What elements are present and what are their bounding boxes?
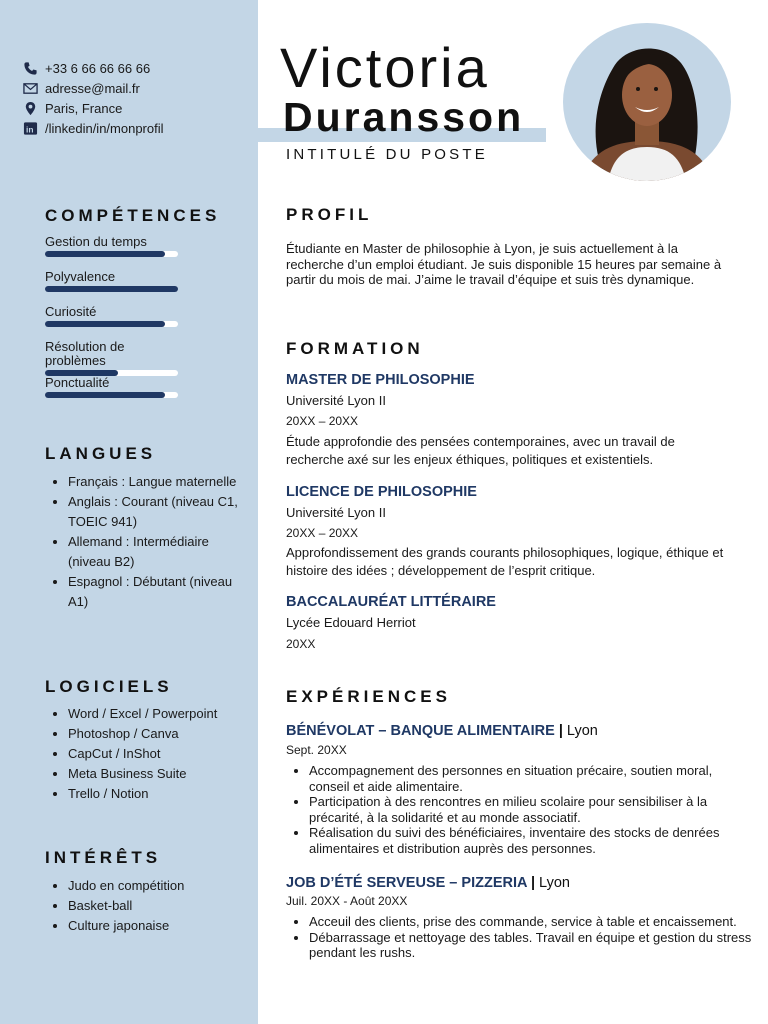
- experience-bullets: [286, 914, 754, 961]
- education-dates: 20XX: [286, 637, 316, 651]
- list-item: • Basket-ball: [68, 896, 268, 916]
- list-item: • Espagnol : Débutant (niveau A1): [68, 572, 253, 612]
- skill-item: [45, 305, 180, 327]
- interests-title: INTÉRÊTS: [45, 848, 162, 867]
- list-item: • Anglais : Courant (niveau C1, TOEIC 941): [68, 492, 253, 532]
- profile-title: PROFIL: [286, 205, 373, 224]
- experience-location: Lyon: [566, 723, 598, 739]
- contact-email: [22, 78, 252, 98]
- experience-dates: Sept. 20XX: [286, 743, 347, 757]
- skill-label: Polyvalence: [45, 269, 116, 284]
- profile-text: Étudiante en Master de philosophie à Lyon, je suis actuellement à la recherche d’un emploi étudiant. Je suis disponible 15 heures par semaine à partir du mois de mai. J’aime le travail d’équipe et suis très dynamique.: [286, 241, 722, 287]
- skill-bar-fill: [45, 286, 178, 292]
- last-name: Duransson: [283, 94, 525, 140]
- experience-role-name: BÉNÉVOLAT – BANQUE ALIMENTAIRE: [286, 723, 555, 739]
- contact-linkedin: [22, 118, 252, 138]
- interests-list: [45, 876, 268, 936]
- education-dates: 20XX – 20XX: [286, 414, 359, 428]
- list-item: • Word / Excel / Powerpoint: [68, 704, 268, 724]
- skill-bar-fill: [45, 321, 165, 327]
- education-degree: MASTER DE PHILOSOPHIE: [286, 372, 475, 388]
- experience-separator: |: [558, 723, 563, 739]
- list-item: • Débarrassage et nettoyage des tables. Travail en équipe et gestion du stress pendant les rushs.: [309, 930, 754, 961]
- mail-icon: [22, 80, 38, 96]
- education-school: Université Lyon II: [286, 393, 386, 408]
- list-item: • Français : Langue maternelle: [68, 472, 253, 492]
- list-item: • Trello / Notion: [68, 784, 268, 804]
- education-degree: LICENCE DE PHILOSOPHIE: [286, 484, 477, 500]
- phone-icon: [22, 60, 38, 76]
- education-school: Université Lyon II: [286, 505, 386, 520]
- first-name: Victoria: [280, 36, 490, 99]
- skill-item: [45, 270, 180, 292]
- experience-role: [286, 723, 598, 739]
- list-item: • Réalisation du suivi des bénéficiaires, inventaire des stocks de denrées alimentaires et distribution auprès des personnes.: [309, 825, 754, 856]
- contact-phone: [22, 58, 252, 78]
- contact-location: [22, 98, 252, 118]
- experience-location: Lyon: [539, 875, 570, 891]
- education-description: Étude approfondie des pensées contemporaines, avec un travail de recherche axé sur les enjeux éthiques, politiques et existentiels.: [286, 434, 675, 467]
- list-item: • Meta Business Suite: [68, 764, 268, 784]
- education-school: Lycée Edouard Herriot: [286, 615, 416, 630]
- skill-bar-fill: [45, 251, 165, 257]
- languages-list: [45, 472, 253, 612]
- email-text: adresse@mail.fr: [45, 80, 140, 96]
- list-item: • Photoshop / Canva: [68, 724, 268, 744]
- skill-label: Gestion du temps: [45, 234, 147, 249]
- list-item: • Acceuil des clients, prise des commande, service à table et encaissement.: [309, 914, 754, 930]
- profile-photo: [563, 23, 731, 181]
- skill-label: Curiosité: [45, 304, 97, 319]
- experience-role: [286, 875, 570, 891]
- skills-title: COMPÉTENCES: [45, 206, 221, 225]
- svg-text:in: in: [25, 123, 33, 134]
- languages-title: LANGUES: [45, 444, 157, 463]
- list-item: • Allemand : Intermédiaire (niveau B2): [68, 532, 253, 572]
- list-item: • Judo en compétition: [68, 876, 268, 896]
- skill-item: [45, 340, 180, 376]
- education-degree: BACCALAURÉAT LITTÉRAIRE: [286, 594, 496, 610]
- linkedin-text: /linkedin/in/monprofil: [45, 120, 164, 136]
- phone-text: +33 6 66 66 66 66: [45, 60, 151, 76]
- contact-block: [22, 58, 252, 138]
- skill-label: Ponctualité: [45, 375, 110, 390]
- list-item: • Culture japonaise: [68, 916, 268, 936]
- education-title: FORMATION: [286, 339, 424, 358]
- skill-bar-fill: [45, 392, 165, 398]
- list-item: • Accompagnement des personnes en situation précaire, soutien moral, conseil et aide alimentaire.: [309, 763, 754, 794]
- list-item: • Participation à des rencontres en milieu scolaire pour sensibiliser à la précarité, à la solidarité et au monde associatif.: [309, 794, 754, 825]
- skill-bar-track: [45, 321, 178, 327]
- experience-separator: |: [530, 875, 536, 891]
- skill-bar-track: [45, 286, 178, 292]
- experience-role-name: JOB D’ÉTÉ SERVEUSE – PIZZERIA: [286, 875, 527, 891]
- experience-dates: Juil. 20XX - Août 20XX: [286, 894, 408, 908]
- linkedin-icon: [22, 120, 38, 136]
- skill-item: [45, 376, 180, 398]
- software-title: LOGICIELS: [45, 677, 173, 696]
- experience-bullets: [286, 763, 754, 856]
- skill-label: Résolution de problèmes: [45, 339, 125, 368]
- location-text: Paris, France: [45, 100, 123, 116]
- education-description: Approfondissement des grands courants philosophiques, logique, éthique et histoire des idées ; développement de l’esprit critique.: [286, 545, 724, 578]
- experience-title: EXPÉRIENCES: [286, 687, 451, 706]
- location-pin-icon: [22, 100, 38, 116]
- job-title: INTITULÉ DU POSTE: [286, 146, 488, 163]
- education-dates: 20XX – 20XX: [286, 526, 359, 540]
- software-list: [45, 704, 268, 804]
- skill-item: [45, 235, 180, 257]
- skill-bar-track: [45, 251, 178, 257]
- list-item: • CapCut / InShot: [68, 744, 268, 764]
- skill-bar-track: [45, 392, 178, 398]
